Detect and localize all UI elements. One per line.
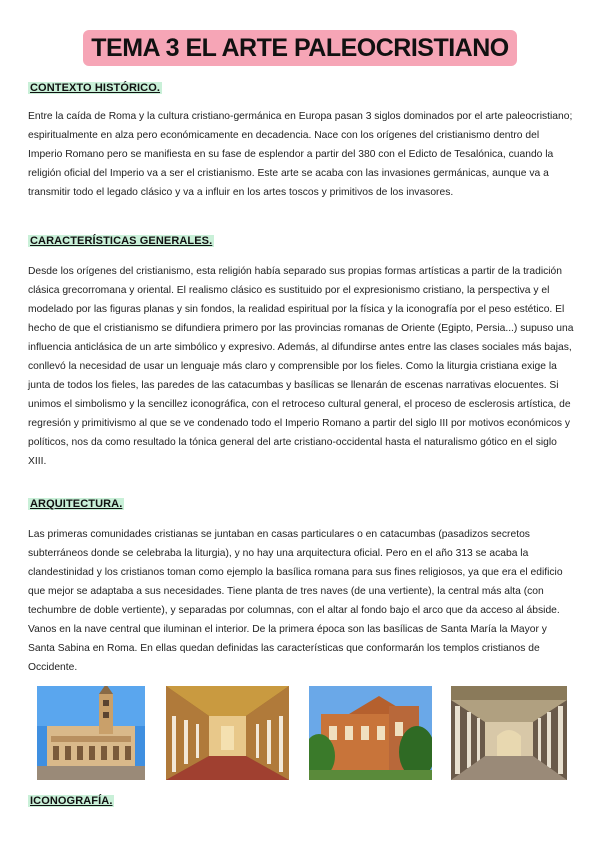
- photo-basilica-interior-nave: [166, 686, 289, 780]
- paragraph-arquitectura: Las primeras comunidades cristianas se juntaban en casas particulares o en catacumbas (pasadizos secretos subterráneos donde se celebraba la liturgia), y no hay una arquitectura oficial. Pero en el año 313 se acaba la clandestinidad y los cristianos toman como ejemplo la basílica romana para sus fines religiosos, ya que era el edificio que mejor se adaptaba a sus necesidades. Tiene planta de tres naves (de una vertiente), la central más alta (con techumbre de doble vertiente), y separadas por columnas, con el altar al fondo bajo el arco que da acceso al ábside. Vanos en la nave central que iluminan el interior. De la primera época son las basílicas de Santa María la Mayor y Santa Sabina en Roma. En ellas quedan definidas las características que conformarán los templos cristianos de Occidente.: [28, 529, 563, 673]
- photo-basilica-interior-columns: [451, 686, 567, 780]
- paragraph-contexto: Entre la caída de Roma y la cultura cristiano-germánica en Europa pasan 3 siglos dominados por el arte paleocristiano; espiritualmente en alza pero económicamente en decadencia. Nace con los orígenes del cristianismo dentro del Imperio Romano pero se manifiesta en su fase de esplendor a partir del 380 con el Edicto de Tesalónica, cuando la religión oficial del Imperio va a ser el cristianismo. Este arte se acaba con las invasiones germánicas, aunque va a transmitir todo el legado clásico y va a influir en los artes toscos y primitivos de los invasores.: [28, 111, 573, 198]
- paragraph-caracteristicas: Desde los orígenes del cristianismo, esta religión había separado sus propias formas artísticas a partir de la tradición clásica grecorromana y oriental. El realismo clásico es sustituido por el expresionismo cristiano, la perspectiva y el modelado por las figuras planas y sin fondos, la realidad espiritual por la física y la iconografía por el peso estético. El hecho de que el cristianismo se difundiera primero por las provincias romanas de Oriente (Egipto, Persia...) supuso una influencia anticlásica de un arte simbólico y expresivo. Además, al difundirse antes entre las clases sociales más bajas, conllevó la necesidad de usar un lenguaje más claro y comprensible por los fieles. Como la liturgia cristiana exige la junta de todos los fieles, las paredes de las catacumbas y basílicas se llenarán de escenas narrativas elocuentes. Si unimos el simbolismo y la sencillez iconográfica, con el retroceso cultural general, el proceso de esclerosis artística, de regresión y primitivismo al que se ve condenado todo el Imperio Romano a partir del siglo III por motivos económicos y políticos, nos da como resultado la tónica general del arte cristiano-occidental hasta el naturalismo gótico en el siglo XIII.: [28, 266, 574, 467]
- title-container: [0, 30, 600, 66]
- heading-iconografia: ICONOGRAFÍA.: [30, 795, 113, 807]
- photo-basilica-exterior-tower: [37, 686, 145, 780]
- page-title: TEMA 3 EL ARTE PALEOCRISTIANO: [83, 30, 516, 66]
- heading-arquitectura: ARQUITECTURA.: [30, 498, 123, 510]
- photo-brick-basilica-exterior: [309, 686, 432, 780]
- heading-contexto: CONTEXTO HISTÓRICO.: [30, 82, 161, 94]
- heading-caracteristicas: CARACTERÍSTICAS GENERALES.: [30, 235, 213, 247]
